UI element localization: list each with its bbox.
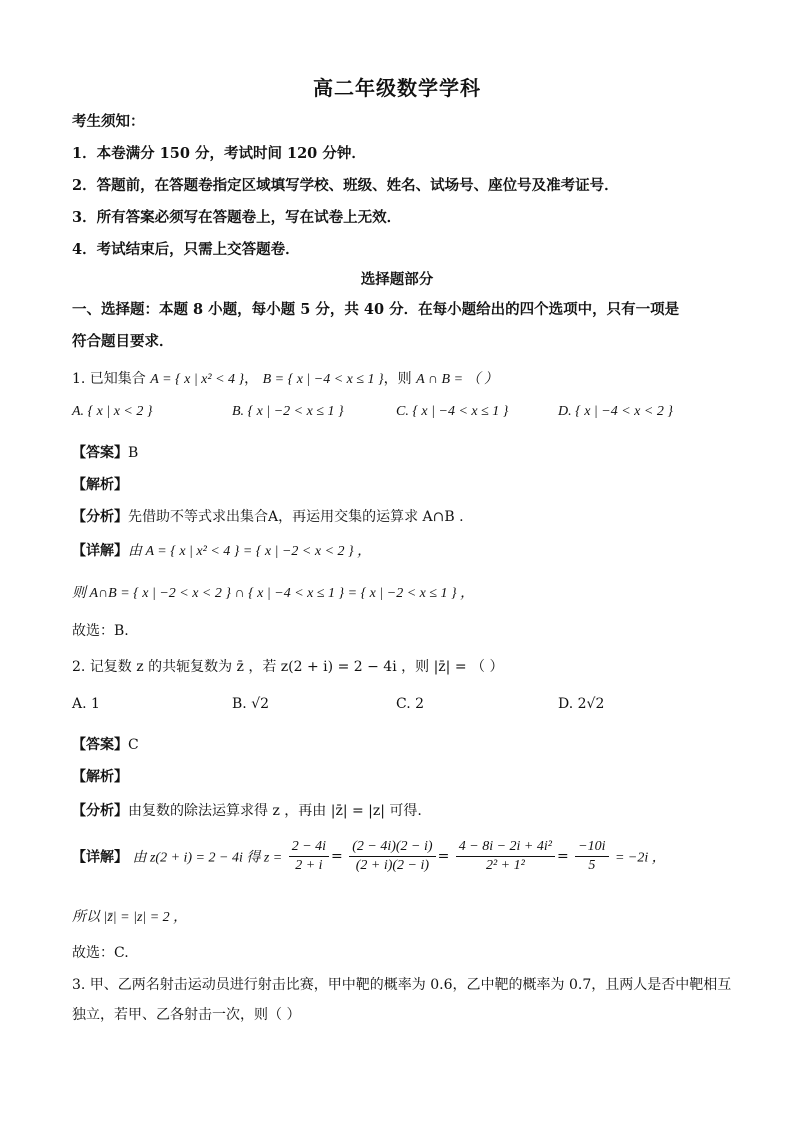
q2-fraction-3-den: 2² + 1² — [485, 858, 525, 873]
answer-label: 【答案】 — [72, 445, 128, 461]
q2-fenxi — [72, 800, 422, 820]
q2-fraction-1-num: 2 − 4i — [289, 838, 329, 857]
q2-fraction-4 — [575, 838, 608, 875]
q2-choose — [72, 942, 129, 962]
q1-detail-line1 — [72, 540, 371, 560]
q2-detail-tail: = −2i ， — [614, 850, 666, 866]
q2-option-d: D. 2√2 — [558, 696, 605, 712]
question-3-stem-line1: 3. 甲、乙两名射击运动员进行射击比赛，甲中靶的概率为 0.6，乙中靶的概率为 0.7，且两人是否中靶相互 — [72, 977, 732, 993]
q1-answer-value: B — [128, 445, 139, 461]
notice-heading: 考生须知： — [72, 113, 145, 130]
answer-label: 【答案】 — [72, 737, 128, 753]
q1-then: ，则 — [383, 371, 412, 387]
part-one-instructions-line1: 一、选择题：本题 8 小题，每小题 5 分，共 40 分．在每小题给出的四个选项中，只有一项是 — [72, 301, 680, 318]
notice-item-4: 4．考试结束后，只需上交答题卷． — [72, 241, 300, 258]
q2-answer — [72, 734, 139, 754]
q2-fraction-2 — [349, 838, 435, 875]
q1-fenxi-text: 先借助不等式求出集合A，再运用交集的运算求 A∩B . — [128, 509, 464, 525]
q2-answer-value: C — [128, 737, 139, 753]
q2-analysis-label: 【解析】 — [72, 769, 128, 785]
q1-ask: A ∩ B = （ ） — [416, 372, 499, 387]
question-2-stem: 2. 记复数 z 的共轭复数为 z̄ ，若 z(2 + i) = 2 − 4i ，则 |z̄| = （ ） — [72, 659, 504, 675]
q1-answer — [72, 442, 138, 462]
q2-choose-value: C. — [114, 945, 129, 961]
notice-item-1: 1．本卷满分 150 分，考试时间 120 分钟． — [72, 145, 366, 162]
q1-option-c: C. { x | −4 < x ≤ 1 } — [396, 404, 509, 419]
notice-item-3: 3．所有答案必须写在答题卷上，写在试卷上无效． — [72, 209, 402, 226]
q1-option-a: A. { x | x < 2 } — [72, 404, 153, 419]
part-one-instructions-line2: 符合题目要求． — [72, 333, 174, 350]
q1-option-d: D. { x | −4 < x < 2 } — [558, 404, 673, 419]
fenxi-label: 【分析】 — [72, 803, 128, 819]
q2-so-line: 所以 |z̄| = |z| = 2 ， — [72, 910, 188, 925]
detail-label: 【详解】 — [72, 543, 128, 559]
q2-fraction-3-num: 4 − 8i − 2i + 4i² — [456, 838, 555, 857]
q2-fraction-2-num: (2 − 4i)(2 − i) — [349, 838, 435, 857]
question-1-stem: 1. 已知集合 A = { x | x² < 4 }， B = { x | −4 < x ≤ 1 }，则 A ∩ B = （ ） — [72, 371, 499, 387]
page-title: 高二年级数学学科 — [313, 76, 481, 100]
q2-fraction-4-num: −10i — [575, 838, 608, 857]
q1-stem-prefix: 1. 已知集合 — [72, 371, 146, 387]
q2-fraction-3 — [456, 838, 555, 875]
q2-fenxi-text: 由复数的除法运算求得 z ，再由 |z̄| = |z| 可得. — [128, 803, 422, 819]
q2-fraction-2-den: (2 + i)(2 − i) — [355, 858, 430, 873]
q1-fenxi — [72, 506, 464, 526]
q1-option-b: B. { x | −2 < x ≤ 1 } — [232, 404, 344, 419]
q2-detail-line: 【详解】 由 z(2 + i) = 2 − 4i 得 z = $\frac{2 - 4i}{2 + i}$ = $\frac{(2 - 4i)(2 - i)}{(2 + i)(2 - i)}$ = $\frac{\text{4 − 8i − 2i + 4i²}}{\text{2² + 1²}}$ = $\frac{-10i}{5}$ = −2i ， — [72, 839, 666, 873]
q2-option-c: C. 2 — [396, 696, 425, 712]
q1-detail-text1: 由 A = { x | x² < 4 } = { x | −2 < x < 2 } ， — [128, 544, 372, 559]
q2-fraction-1-den: 2 + i — [295, 858, 323, 873]
question-3-stem-line2: 独立，若甲、乙各射击一次，则（ ） — [72, 1007, 301, 1023]
q1-analysis-label: 【解析】 — [72, 477, 128, 493]
q1-set-b: B = { x | −4 < x ≤ 1 } — [262, 372, 384, 387]
detail-label: 【详解】 — [72, 849, 128, 866]
q1-choose — [72, 620, 129, 640]
q1-detail-line2: 则 A∩B = { x | −2 < x < 2 } ∩ { x | −4 < x ≤ 1 } = { x | −2 < x ≤ 1 } ， — [72, 586, 475, 601]
section-title: 选择题部分 — [360, 271, 434, 288]
q2-option-b: B. √2 — [232, 696, 270, 712]
choose-label: 故选： — [72, 945, 114, 961]
notice-item-2: 2．答题前，在答题卷指定区域填写学校、班级、姓名、试场号、座位号及准考证号． — [72, 177, 619, 194]
q2-detail-prefix: 由 z(2 + i) = 2 − 4i 得 z = — [132, 850, 283, 866]
choose-label: 故选： — [72, 623, 114, 639]
q2-option-a: A. 1 — [72, 696, 100, 712]
q1-choose-value: B. — [114, 623, 129, 639]
q1-set-a: A = { x | x² < 4 } — [150, 372, 245, 387]
q2-fraction-1 — [289, 838, 329, 875]
q2-fraction-4-den: 5 — [588, 858, 596, 873]
fenxi-label: 【分析】 — [72, 509, 128, 525]
